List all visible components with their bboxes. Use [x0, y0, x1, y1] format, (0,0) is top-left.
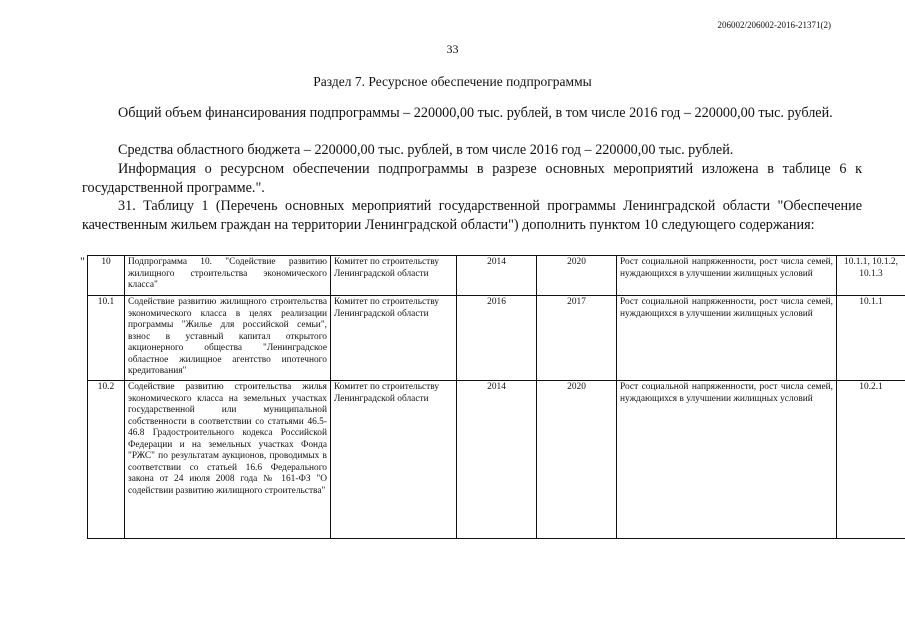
page-number: 33	[446, 42, 459, 56]
consequence: Рост социальной напряженности, рост числа семей, нуждающихся в улучшении жилищных условий	[617, 296, 837, 381]
paragraph-table-amendment: 31. Таблицу 1 (Перечень основных мероприятий государственной программы Ленинградской области "Обеспечение качественным жильем граждан на территории Ленинградской области") дополнить пунктом 10 следующего содержания:	[82, 198, 862, 233]
end-year: 2020	[537, 256, 617, 296]
end-year: 2020	[537, 381, 617, 539]
paragraph-resource-info: Информация о ресурсном обеспечении подпрограммы в разрезе основных мероприятий изложена в таблице 6 к государственной программе.".	[82, 161, 862, 196]
executor: Комитет по строительству Ленинградской области	[331, 381, 457, 539]
measure-name: Содействие развитию жилищного строительства экономического класса в целях реализации программы "Жилье для российской семьи", взнос в уставный капитал открытого акционерного общества "Ленинградское областное жилищное агентство ипотечного кредитования"	[125, 296, 331, 381]
table-row	[88, 296, 905, 381]
table-row	[88, 381, 905, 539]
row-number: 10.2	[88, 381, 125, 539]
indicator-codes: 10.2.1	[837, 381, 905, 539]
start-year: 2014	[457, 381, 537, 539]
end-year: 2017	[537, 296, 617, 381]
indicator-codes: 10.1.1	[837, 296, 905, 381]
paragraph-regional-budget: Средства областного бюджета – 220000,00 тыс. рублей, в том числе 2016 год – 220000,00 тыс. рублей.	[118, 142, 734, 158]
paragraph-total-funding: Общий объем финансирования подпрограммы – 220000,00 тыс. рублей, в том числе 2016 год – 220000,00 тыс. рублей.	[118, 105, 833, 121]
executor: Комитет по строительству Ленинградской области	[331, 296, 457, 381]
consequence: Рост социальной напряженности, рост числа семей, нуждающихся в улучшении жилищных условий	[617, 256, 837, 296]
measure-name: Содействие развитию строительства жилья экономического класса на земельных участках государственной или муниципальной собственности в соответствии со статьями 46.5-46.8 Градостроительного кодекса Российской Федерации и на земельных участках Фонда "РЖС" по результатам аукционов, проводимых в соответствии со статьей 16.6 Федерального закона от 24 июля 2008 года № 161-ФЗ "О содействии развитию жилищного строительства"	[125, 381, 331, 539]
indicator-codes: 10.1.1, 10.1.2, 10.1.3	[837, 256, 905, 296]
row-number: 10.1	[88, 296, 125, 381]
start-year: 2014	[457, 256, 537, 296]
measures-table	[87, 255, 905, 539]
executor: Комитет по строительству Ленинградской области	[331, 256, 457, 296]
start-year: 2016	[457, 296, 537, 381]
table-row	[88, 256, 905, 296]
measure-name: Подпрограмма 10. "Содействие развитию жилищного строительства экономического класса"	[125, 256, 331, 296]
document-id: 206002/206002-2016-21371(2)	[717, 20, 831, 30]
row-number: 10	[88, 256, 125, 296]
consequence: Рост социальной напряженности, рост числа семей, нуждающихся в улучшении жилищных условий	[617, 381, 837, 539]
section-title: Раздел 7. Ресурсное обеспечение подпрограммы	[313, 74, 592, 89]
opening-quote-mark: "	[80, 254, 85, 268]
